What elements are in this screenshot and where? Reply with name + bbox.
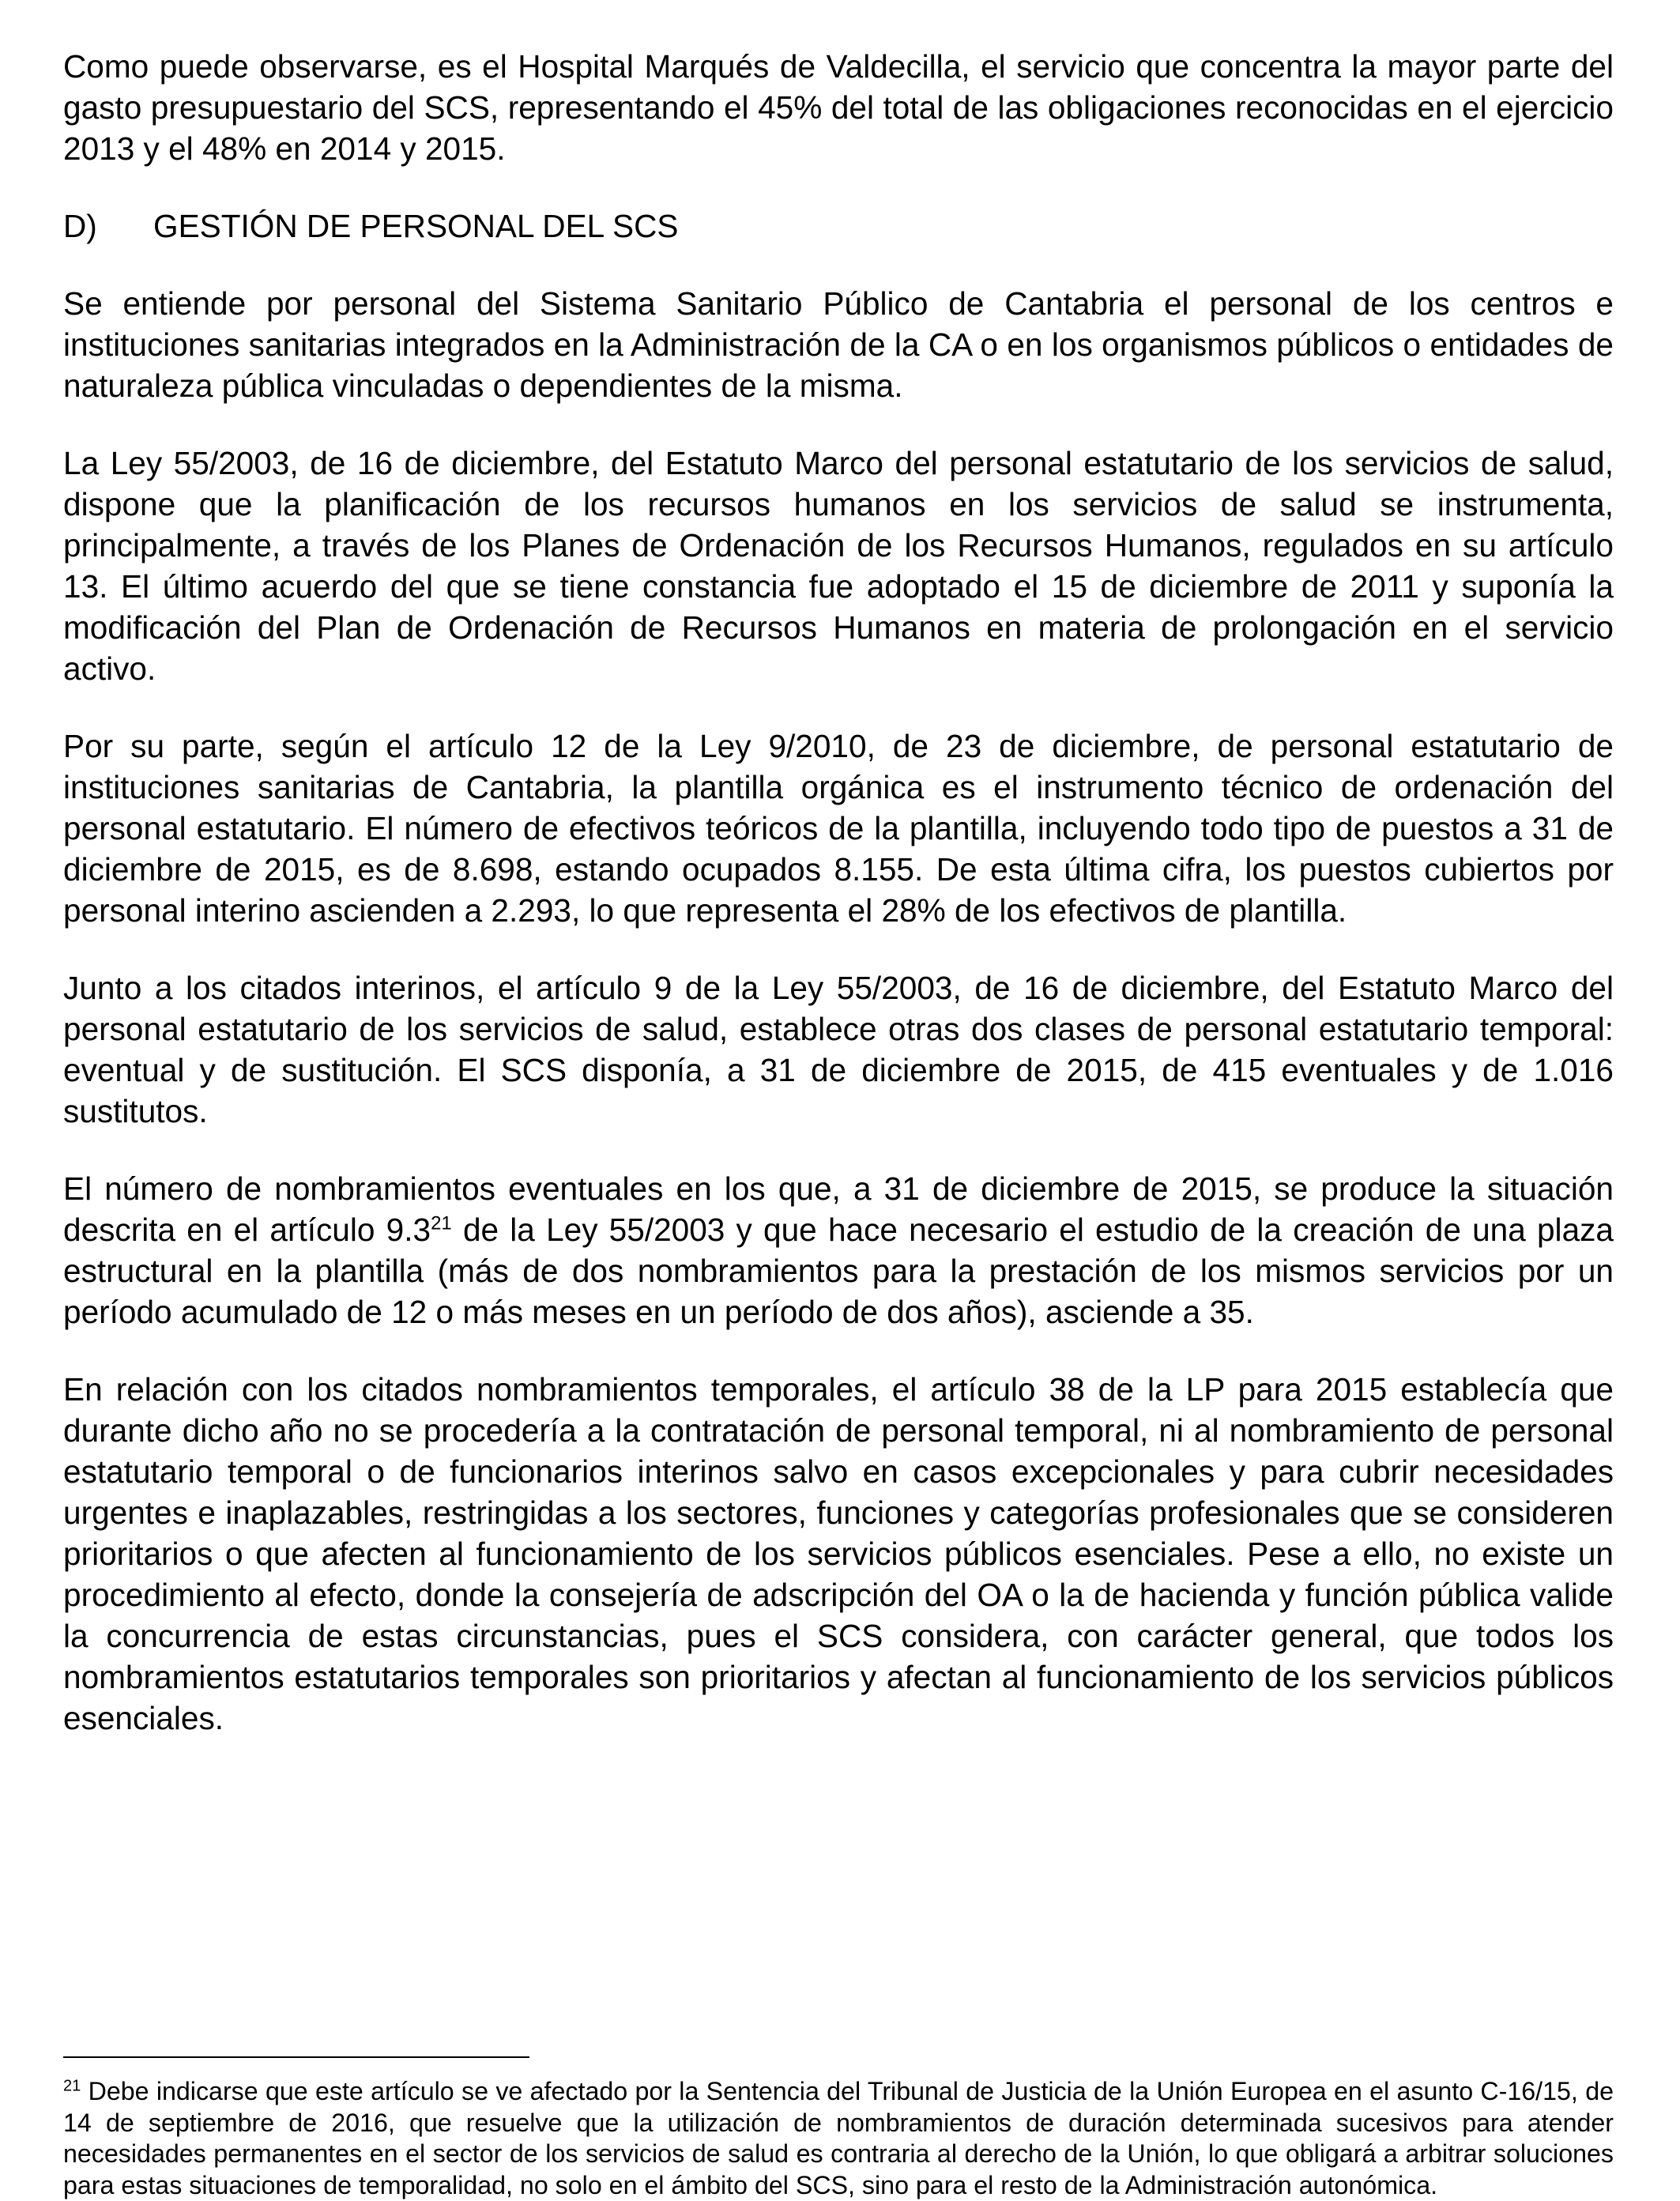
section-heading xyxy=(63,205,1614,247)
section-heading-text: GESTIÓN DE PERSONAL DEL SCS xyxy=(153,208,679,244)
paragraph-4: Por su parte, según el artículo 12 de la Ley 9/2010, de 23 de diciembre, de personal estatutario de instituciones sanitarias de Cantabria, la plantilla orgánica es el instrumento técnico de ordenación del personal estatutario. El número de efectivos teóricos de la plantilla, incluyendo todo tipo de puestos a 31 de diciembre de 2015, es de 8.698, estando ocupados 8.155. De esta última cifra, los puestos cubiertos por personal interino ascienden a 2.293, lo que representa el 28% de los efectivos de plantilla. xyxy=(63,728,1614,929)
paragraph-7: En relación con los citados nombramientos temporales, el artículo 38 de la LP para 2015 establecía que durante dicho año no se procedería a la contratación de personal temporal, ni al nombramiento de personal estatutario temporal o de funcionarios interinos salvo en casos excepcionales y para cubrir necesidades urgentes e inaplazables, restringidas a los sectores, funciones y categorías profesionales que se consideren prioritarios o que afecten al funcionamiento de los servicios públicos esenciales. Pese a ello, no existe un procedimiento al efecto, donde la consejería de adscripción del OA o la de hacienda y función pública valide la concurrencia de estas circunstancias, pues el SCS considera, con carácter general, que todos los nombramientos estatutarios temporales son prioritarios y afectan al funcionamiento de los servicios públicos esenciales. xyxy=(63,1371,1614,1736)
document-body xyxy=(63,46,1614,1739)
paragraph-6-part-1: El número de nombramientos eventuales en los que, a 31 de diciembre de 2015, se produce la situación descrita en el artículo 9.3 xyxy=(63,1170,1614,1248)
footnote-text: Debe indicarse que este artículo se ve afectado por la Sentencia del Tribunal de Justicia de la Unión Europea en el asunto C-16/15, de 14 de septiembre de 2016, que resuelve que la utilización de nombramientos de duración determinada sucesivos para atender necesidades permanentes en el sector de los servicios de salud es contraria al derecho de la Unión, lo que obligará a arbitrar soluciones para estas situaciones de temporalidad, no solo en el ámbito del SCS, sino para el resto de la Administración autonómica. xyxy=(63,2077,1614,2199)
paragraph-6-part-2: de la Ley 55/2003 y que hace necesario el estudio de la creación de una plaza estructural en la plantilla (más de dos nombramientos para la prestación de los mismos servicios por un período acumulado de 12 o más meses en un período de dos años), asciende a 35. xyxy=(63,1212,1614,1330)
paragraph-1: Como puede observarse, es el Hospital Marqués de Valdecilla, el servicio que concentra la mayor parte del gasto presupuestario del SCS, representando el 45% del total de las obligaciones reconocidas en el ejercicio 2013 y el 48% en 2014 y 2015. xyxy=(63,48,1614,167)
paragraph-6 xyxy=(63,1168,1614,1332)
paragraph-3: La Ley 55/2003, de 16 de diciembre, del Estatuto Marco del personal estatutario de los servicios de salud, dispone que la planificación de los recursos humanos en los servicios de salud se instrumenta, principalmente, a través de los Planes de Ordenación de los Recursos Humanos, regulados en su artículo 13. El último acuerdo del que se tiene constancia fue adoptado el 15 de diciembre de 2011 y suponía la modificación del Plan de Ordenación de Recursos Humanos en materia de prolongación en el servicio activo. xyxy=(63,445,1614,687)
footnote xyxy=(63,2076,1614,2201)
paragraph-5: Junto a los citados interinos, el artículo 9 de la Ley 55/2003, de 16 de diciembre, del Estatuto Marco del personal estatutario de los servicios de salud, establece otras dos clases de personal estatutario temporal: eventual y de sustitución. El SCS disponía, a 31 de diciembre de 2015, de 415 eventuales y de 1.016 sustitutos. xyxy=(63,970,1614,1129)
section-heading-label: D) xyxy=(63,208,97,244)
footnote-marker: 21 xyxy=(63,2077,81,2095)
paragraph-2: Se entiende por personal del Sistema Sanitario Público de Cantabria el personal de los centros e instituciones sanitarias integrados en la Administración de la CA o en los organismos públicos o entidades de naturaleza pública vinculadas o dependientes de la misma. xyxy=(63,285,1614,404)
footnote-reference[interactable]: 21 xyxy=(431,1212,452,1234)
footnote-divider xyxy=(63,2056,529,2058)
